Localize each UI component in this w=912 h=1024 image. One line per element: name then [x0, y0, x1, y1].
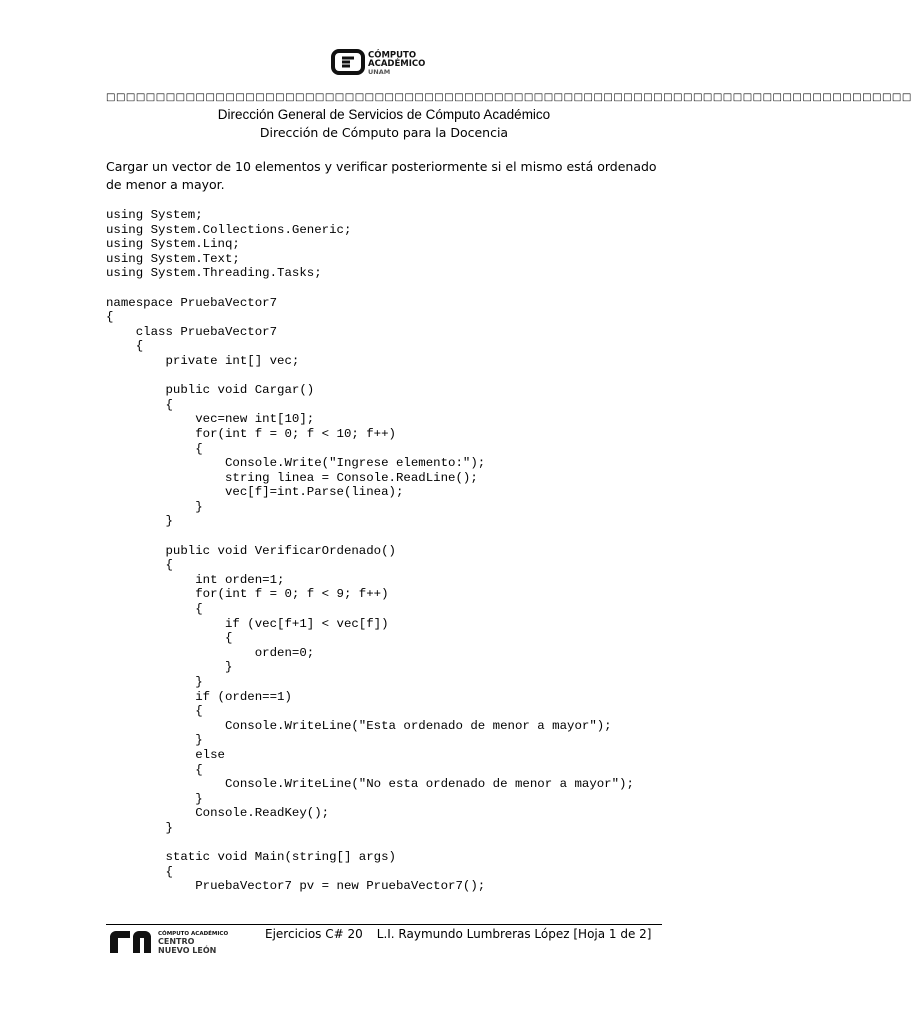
code-line: if (vec[f+1] < vec[f]): [106, 616, 389, 631]
code-line: using System.Collections.Generic;: [106, 222, 352, 237]
code-line: {: [106, 310, 114, 325]
code-line: static void Main(string[] args): [106, 850, 396, 865]
code-line: public void VerificarOrdenado(): [106, 543, 396, 558]
code-line: }: [106, 820, 173, 835]
exercise-description: Cargar un vector de 10 elementos y verificar posteriormente si el mismo está ordenado de menor a mayor.: [106, 159, 657, 192]
code-line: }: [106, 499, 203, 514]
code-line: using System.Threading.Tasks;: [106, 266, 322, 281]
footer: [265, 927, 652, 941]
code-line: {: [106, 762, 203, 777]
code-line: using System;: [106, 208, 203, 222]
centro-nuevo-leon-logo: [108, 927, 228, 955]
footer-logo-line-2: CENTRO: [158, 937, 195, 946]
code-line: {: [106, 602, 203, 617]
code-line: }: [106, 791, 203, 806]
code-line: {: [106, 441, 203, 456]
logo-line-2: ACADÉMICO: [368, 59, 426, 69]
code-line: Console.WriteLine("Esta ordenado de menor a mayor");: [106, 718, 612, 733]
code-line: {: [106, 631, 233, 646]
code-line: {: [106, 864, 173, 879]
code-line: vec[f]=int.Parse(linea);: [106, 485, 404, 500]
code-line: }: [106, 514, 173, 529]
placeholder-glyph-row: □□□□□□□□□□□□□□□□□□□□□□□□□□□□□□□□□□□□□□□□□□□□□□□□□□□□□□□□□□□□□□□□□□□□□□□□□□□□□□□□□: [106, 92, 912, 103]
code-line: PruebaVector7 pv = new PruebaVector7();: [106, 879, 486, 894]
footer-author-page: L.I. Raymundo Lumbreras López [Hoja 1 de 2]: [376, 927, 652, 941]
code-line: private int[] vec;: [106, 353, 300, 368]
page-title: Dirección General de Servicios de Cómputo Académico: [217, 107, 551, 122]
computo-academico-logo: [332, 48, 444, 76]
footer-logo-line-3: NUEVO LEÓN: [158, 946, 217, 955]
logo-line-1: CÓMPUTO: [368, 50, 417, 61]
code-line: if (orden==1): [106, 689, 292, 704]
code-listing: [106, 208, 634, 894]
code-line: string linea = Console.ReadLine();: [106, 470, 478, 485]
code-line: }: [106, 660, 233, 675]
page-subtitle: Dirección de Cómputo para la Docencia: [259, 125, 509, 140]
footer-divider: [106, 924, 662, 925]
code-line: using System.Linq;: [106, 237, 240, 252]
code-line: public void Cargar(): [106, 383, 315, 398]
code-line: for(int f = 0; f < 9; f++): [106, 587, 389, 602]
code-line: namespace PruebaVector7: [106, 295, 278, 310]
code-line: vec=new int[10];: [106, 412, 315, 427]
code-line: class PruebaVector7: [106, 324, 278, 339]
code-line: else: [106, 747, 225, 762]
logo-line-3: UNAM: [368, 68, 391, 76]
code-line: Console.WriteLine("No esta ordenado de menor a mayor");: [106, 777, 634, 792]
code-line: orden=0;: [106, 645, 315, 660]
code-line: {: [106, 704, 203, 719]
code-line: {: [106, 339, 144, 354]
code-line: {: [106, 397, 173, 412]
code-line: for(int f = 0; f < 10; f++): [106, 426, 396, 441]
code-line: }: [106, 733, 203, 748]
code-line: }: [106, 675, 203, 689]
footer-course: Ejercicios C# 20: [265, 927, 363, 941]
code-line: int orden=1;: [106, 572, 285, 587]
code-line: Console.ReadKey();: [106, 806, 330, 821]
code-line: Console.Write("Ingrese elemento:");: [106, 456, 486, 471]
code-line: using System.Text;: [106, 251, 240, 266]
code-line: {: [106, 558, 173, 573]
footer-logo-line-1: CÓMPUTO ACADÉMICO: [158, 931, 229, 937]
